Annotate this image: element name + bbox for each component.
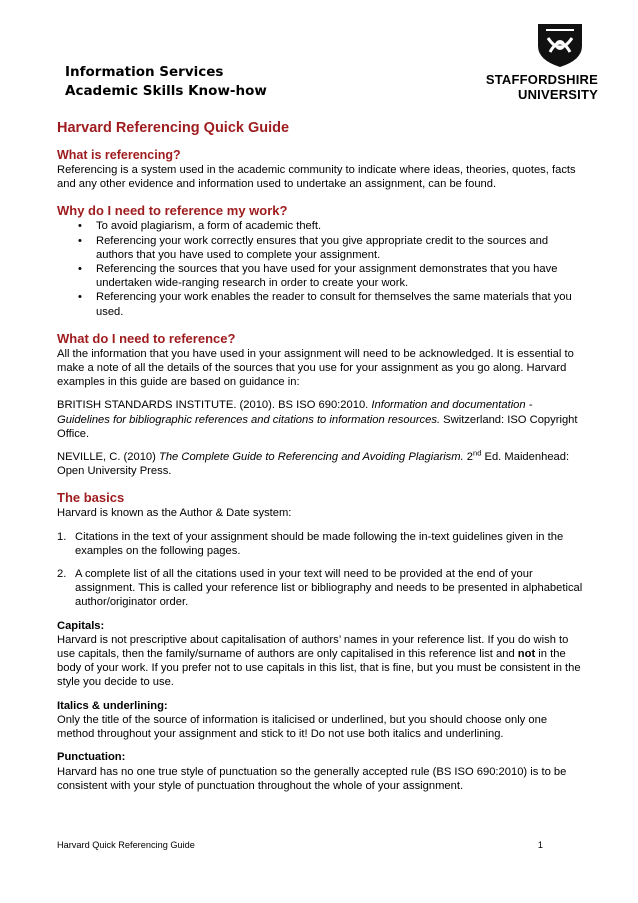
list-item: • Referencing the sources that you have used for your assignment demonstrates that you have undertaken wide-ranging research in order to create your work. — [78, 263, 558, 290]
bullet-icon: • — [78, 234, 82, 247]
punctuation-heading: Punctuation: — [57, 751, 126, 764]
list-item: • Referencing your work enables the reader to consult for themselves the same materials that you used. — [78, 291, 572, 318]
bullet-icon: • — [78, 220, 82, 233]
why-reference-heading: Why do I need to reference my work? — [57, 203, 288, 219]
punctuation-body: Harvard has no one true style of punctuation so the generally accepted rule (BS ISO 690:2010) is to be consistent with your style of punctuation throughout the whole of your assignment. — [57, 765, 567, 792]
logo-text-line-2: UNIVERSITY — [517, 87, 598, 102]
italics-body: Only the title of the source of information is italicised or underlined, but you should choose only one method throughout your assignment and stick to it! Do not use both italics and underlining. — [57, 713, 548, 741]
basics-heading: The basics — [57, 490, 125, 506]
department-heading — [65, 63, 267, 101]
department-line-1: Information Services — [65, 64, 224, 80]
list-item: 2. A complete list of all the citations used in your text will need to be provided at the end of your assignment. This is called your reference list or bibliography and needs to be presented in alphabetical author/originator order. — [57, 568, 583, 609]
bullet-icon: • — [78, 291, 82, 304]
page-title: Harvard Referencing Quick Guide — [57, 120, 290, 136]
stafford-knot-crest-icon — [536, 22, 584, 68]
page-number: 1 — [537, 840, 543, 850]
main-content — [57, 119, 585, 793]
capitals-body: Harvard is not prescriptive about capitalisation of authors’ names in your reference list. If you do wish to use capitals, then the family/surname of authors are only capitalised in this reference list and not in the body of your work. If you prefer not to use capitals in this list, that is fine, but you must be consistent in the style you decide to use. — [57, 633, 581, 689]
footer-label: Harvard Quick Referencing Guide — [57, 840, 195, 850]
what-is-referencing-heading: What is referencing? — [57, 148, 181, 162]
list-item: 1. Citations in the text of your assignment should be made following the in-text guidelines given in the examples on the following pages. — [57, 530, 564, 557]
list-item: • To avoid plagiarism, a form of academic theft. — [78, 220, 322, 233]
what-to-reference-heading: What do I need to reference? — [57, 330, 236, 346]
what-to-reference-body: All the information that you have used in your assignment will need to be acknowledged. It is essential to make a note of all the details of the sources that you use for your assignment as you go along. Harvard examples in this guide are based on guidance in: — [57, 347, 574, 389]
italics-heading: Italics & underlining: — [57, 699, 168, 712]
what-is-referencing-body: Referencing is a system used in the academic community to indicate where ideas, theories, quotes, facts and any other evidence and information used to undertake an assignment, can be found. — [57, 164, 576, 191]
reference-neville: NEVILLE, C. (2010) The Complete Guide to Referencing and Avoiding Plagiarism. 2nd Ed. Maidenhead: Open University Press. — [57, 448, 570, 478]
logo-text-line-1: STAFFORDSHIRE — [485, 72, 598, 87]
basics-intro: Harvard is known as the Author & Date system: — [57, 507, 292, 520]
basics-list-2 — [57, 567, 585, 610]
bullet-icon: • — [78, 263, 82, 276]
department-line-2: Academic Skills Know-how — [65, 83, 267, 99]
staffordshire-university-logo — [478, 22, 598, 102]
basics-list — [57, 530, 585, 558]
page-footer — [57, 840, 543, 850]
capitals-heading: Capitals: — [57, 619, 105, 632]
why-reference-list — [57, 219, 585, 318]
reference-bsi: BRITISH STANDARDS INSTITUTE. (2010). BS ISO 690:2010. Information and documentation - Guidelines for bibliographic references and citations to information resources. Switzerland: ISO Copyright Office. — [57, 399, 578, 440]
list-item: • Referencing your work correctly ensures that you give appropriate credit to the sources and authors that you have used to complete your assignment. — [78, 234, 549, 261]
